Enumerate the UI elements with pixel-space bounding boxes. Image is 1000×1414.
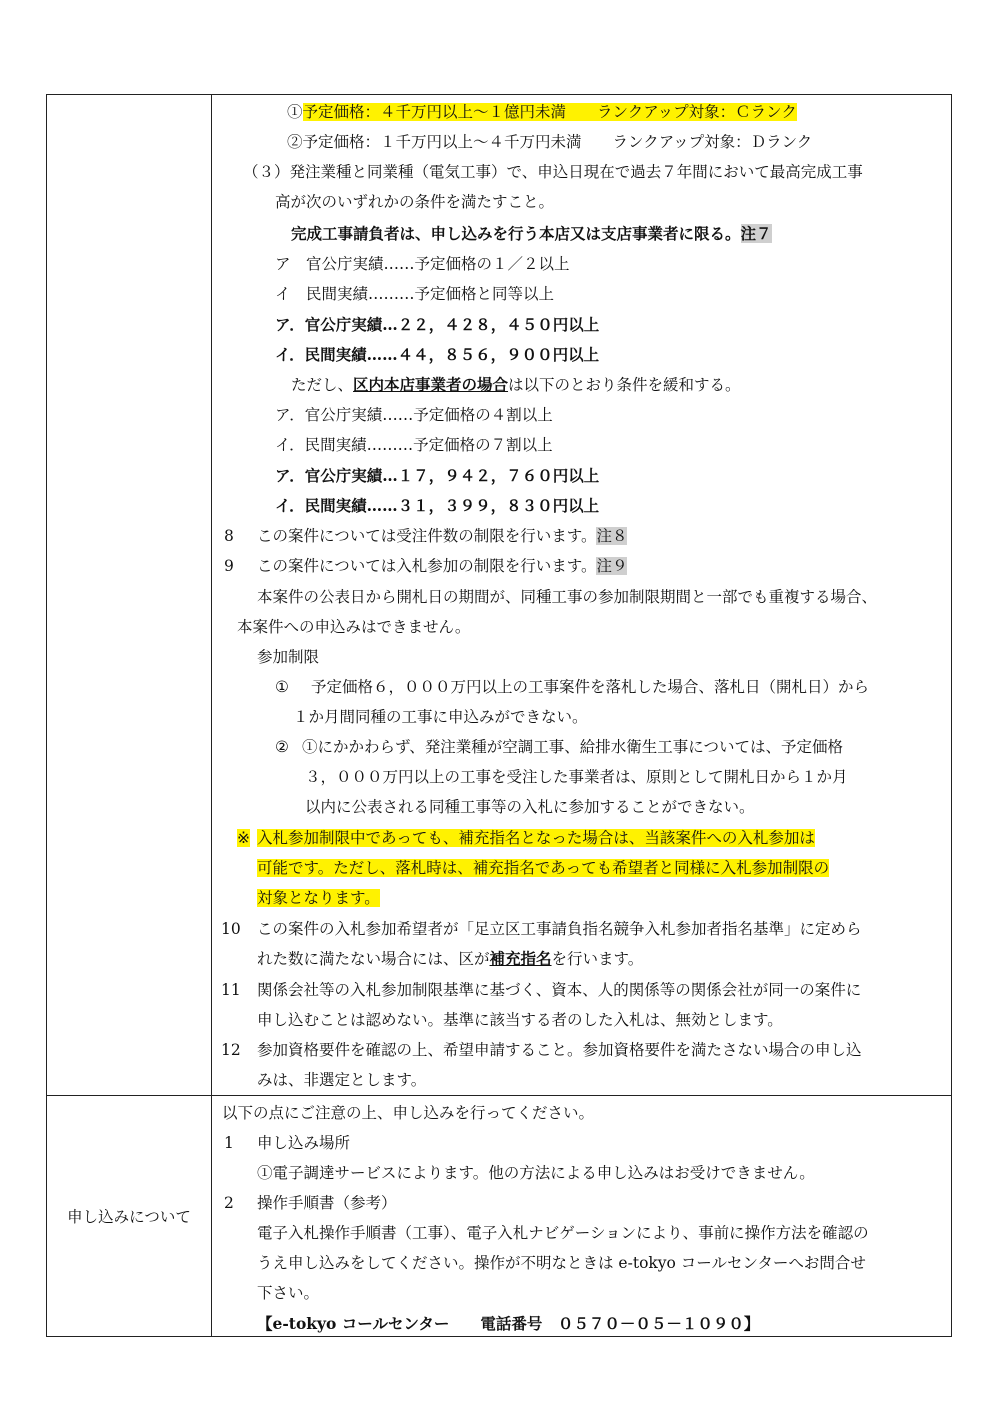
restriction-2-text: ①にかかわらず、発注業種が空調工事、給排水衛生工事については、予定価格 xyxy=(302,738,843,756)
call-center-line: 【e-tokyo コールセンター 電話番号 ０５７０－０５－１０９０】 xyxy=(257,1314,760,1333)
notice-mark xyxy=(237,828,250,848)
item-12-number: 12 xyxy=(221,1041,241,1059)
line-public-record: ア 官公庁実績……予定価格の１／２以上 xyxy=(275,255,570,273)
line-rank-c-marker: ① xyxy=(287,103,303,121)
item-12-cont: みは、非選定とします。 xyxy=(257,1071,427,1089)
item-11-text: 関係会社等の入札参加制限基準に基づく、資本、人的関係等の関係会社が同一の案件に xyxy=(257,981,862,999)
line-condition-3-cont: 高が次のいずれかの条件を満たすこと。 xyxy=(275,193,555,211)
column-divider xyxy=(211,95,212,1336)
app-item-1-text: 申し込み場所 xyxy=(257,1134,351,1152)
relaxation-pre: ただし、 xyxy=(291,376,354,394)
item-9-number: 9 xyxy=(224,557,234,575)
item-11-cont: 申し込むことは認めない。基準に該当する者のした入札は、無効とします。 xyxy=(257,1011,783,1029)
notice-line-3 xyxy=(257,888,380,908)
line-relaxation xyxy=(291,375,741,395)
line-rank-c xyxy=(287,102,797,122)
line-public-amount: ア．官公庁実績…２２，４２８，４５０円以上 xyxy=(275,315,600,334)
notice-line-1-text: 入札参加制限中であっても、補充指名となった場合は、当該案件への入札参加は xyxy=(257,829,815,847)
item-9-text: この案件については入札参加の制限を行います。 xyxy=(257,557,597,575)
line-restriction-heading: 参加制限 xyxy=(257,648,320,666)
item-10-cont xyxy=(257,949,643,969)
relaxation-underlined: 区内本店事業者の場合 xyxy=(353,375,509,394)
item-10-cont-post: を行います。 xyxy=(551,950,644,968)
contractor-note-text: 完成工事請負者は、申し込みを行う本店又は支店事業者に限る。 xyxy=(291,224,741,243)
line-private-amount-relaxed: イ．民間実績……３１，３９９，８３０円以上 xyxy=(275,496,600,515)
restriction-1-number: ① xyxy=(275,678,289,696)
item-12-text: 参加資格要件を確認の上、希望申請すること。参加資格要件を満たさない場合の申し込 xyxy=(257,1041,862,1059)
restriction-2-cont1: ３，０００万円以上の工事を受注した事業者は、原則として開札日から１か月 xyxy=(305,768,848,786)
restriction-1-cont: １か月間同種の工事に申込みができない。 xyxy=(293,708,588,726)
application-intro: 以下の点にご注意の上、申し込みを行ってください。 xyxy=(222,1104,595,1122)
line-private-record-relaxed: イ．民間実績………予定価格の７割以上 xyxy=(275,436,553,454)
item-10-number: 10 xyxy=(221,920,241,938)
notice-line-3-text: 対象となります。 xyxy=(257,889,380,907)
restriction-1-text: 予定価格６，０００万円以上の工事案件を落札した場合、落札日（開札日）から xyxy=(311,678,870,696)
line-public-amount-relaxed: ア．官公庁実績…１７，９４２，７６０円以上 xyxy=(275,466,600,485)
item-8 xyxy=(257,526,627,546)
line-private-amount: イ．民間実績……４４，８５６，９００円以上 xyxy=(275,345,600,364)
restriction-2-cont2: 以内に公表される同種工事等の入札に参加することができない。 xyxy=(305,798,755,816)
app-item-1-detail: ①電子調達サービスによります。他の方法による申し込みはお受けできません。 xyxy=(257,1164,815,1182)
app-item-2-detail-2: うえ申し込みをしてください。操作が不明なときは e-tokyo コールセンターへお問合せ xyxy=(257,1254,866,1272)
note-8-badge: 注８ xyxy=(596,527,628,545)
line-rank-d: ②予定価格：１千万円以上～４千万円未満 ランクアップ対象：Ｄランク xyxy=(287,133,813,151)
item-10-cont-pre: れた数に満たない場合には、区が xyxy=(257,950,490,968)
line-rank-c-highlight: 予定価格：４千万円以上～１億円未満 ランクアップ対象：Ｃランク xyxy=(302,103,797,121)
note-7-badge: 注７ xyxy=(740,224,772,243)
app-item-2-detail-3: 下さい。 xyxy=(257,1284,320,1302)
supplementary-nomination-underlined: 補充指名 xyxy=(489,949,552,968)
relaxation-post: は以下のとおり条件を緩和する。 xyxy=(508,376,741,394)
line-overlap-cont: 本案件への申込みはできません。 xyxy=(237,618,471,636)
note-9-badge: 注９ xyxy=(596,557,628,575)
line-public-record-relaxed: ア．官公庁実績……予定価格の４割以上 xyxy=(275,406,553,424)
line-overlap: 本案件の公表日から開札日の期間が、同種工事の参加制限期間と一部でも重複する場合、 xyxy=(257,588,878,606)
line-contractor-note xyxy=(291,224,772,244)
notice-line-2 xyxy=(257,858,829,878)
item-10-text: この案件の入札参加希望者が「足立区工事請負指名競争入札参加者指名基準」に定めら xyxy=(257,920,862,938)
item-8-number: 8 xyxy=(224,527,234,545)
item-11-number: 11 xyxy=(221,981,241,999)
item-8-text: この案件については受注件数の制限を行います。 xyxy=(257,527,597,545)
app-item-1-number: 1 xyxy=(224,1134,234,1152)
notice-line-1 xyxy=(257,828,815,848)
restriction-2-number: ② xyxy=(275,738,289,756)
notice-line-2-text: 可能です。ただし、落札時は、補充指名であっても希望者と同様に入札参加制限の xyxy=(257,859,830,877)
line-condition-3: （３）発注業種と同業種（電気工事）で、申込日現在で過去７年間において最高完成工事 xyxy=(243,163,863,181)
notice-asterisk: ※ xyxy=(237,829,250,847)
app-item-2-detail-1: 電子入札操作手順書（工事）、電子入札ナビゲーションにより、事前に操作方法を確認の xyxy=(257,1224,869,1242)
app-item-2-text: 操作手順書（参考） xyxy=(257,1194,397,1212)
line-private-record: イ 民間実績………予定価格と同等以上 xyxy=(275,285,555,303)
item-9 xyxy=(257,556,627,576)
app-item-2-number: 2 xyxy=(224,1194,234,1212)
row-label-application: 申し込みについて xyxy=(67,1207,191,1226)
